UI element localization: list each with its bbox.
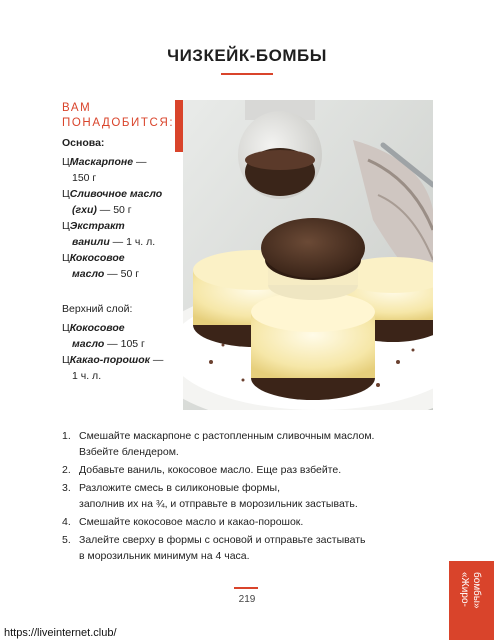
ingredient-item: [62, 186, 180, 218]
step-text: Смешайте маскарпоне с растопленным сливочным маслом.: [79, 430, 375, 442]
cheesecake-photo: [183, 100, 433, 410]
source-url: https://liveinternet.club/: [4, 627, 117, 639]
top-layer-heading: Верхний слой:: [62, 303, 133, 315]
chapter-tab-label-line1: «Жиро-: [459, 572, 470, 607]
steps-list: [62, 428, 392, 566]
ingredient-name: Кокосовое: [69, 252, 125, 264]
ingredients-heading: [62, 101, 182, 131]
ingredient-amount: —: [133, 156, 147, 168]
step-number: 5.: [62, 534, 71, 546]
ingredient-amount-cont: 150 г: [72, 172, 97, 184]
ingredient-item: [62, 154, 180, 186]
bullet-marker: Ц: [62, 220, 70, 232]
base-heading: Основа:: [62, 137, 105, 149]
bullet-marker: Ц: [62, 188, 70, 200]
step-item: [62, 532, 392, 564]
ingredient-name: Какао-порошок: [69, 354, 151, 366]
bullet-marker: Ц: [62, 354, 70, 366]
step-item: [62, 514, 392, 530]
step-item: [62, 462, 392, 478]
bullet-marker: Ц: [62, 156, 70, 168]
ingredients-heading-line2: ПОНАДОБИТСЯ:: [62, 117, 175, 129]
step-text: Залейте сверху в формы с основой и отправьте застывать: [79, 534, 366, 546]
ingredient-amount-cont: 1 ч. л.: [72, 370, 102, 382]
title-underline: [221, 73, 273, 75]
ingredient-name: Сливочное масло: [69, 188, 163, 200]
step-number: 1.: [62, 430, 71, 442]
ingredient-amount: — 1 ч. л.: [109, 236, 156, 248]
step-text: Разложите смесь в силиконовые формы,: [79, 482, 280, 494]
ingredients-heading-line1: ВАМ: [62, 102, 92, 114]
step-text: Смешайте кокосовое масло и какао-порошок.: [79, 516, 304, 528]
bullet-marker: Ц: [62, 252, 70, 264]
page-number-rule: [234, 587, 258, 589]
step-item: [62, 428, 392, 460]
photo-accent-tab: [175, 100, 183, 152]
step-number: 2.: [62, 464, 71, 476]
chapter-tab-label-line2: бомбы»: [471, 572, 482, 609]
step-text: Добавьте ваниль, кокосовое масло. Еще раз взбейте.: [79, 464, 342, 476]
ingredient-name-cont: ванили: [72, 236, 110, 248]
ingredient-amount: — 105 г: [104, 338, 145, 350]
ingredient-name-cont: (гхи): [72, 204, 97, 216]
bullet-marker: Ц: [62, 322, 70, 334]
ingredient-amount: — 50 г: [96, 204, 132, 216]
ingredient-name: Экстракт: [69, 220, 125, 232]
ingredient-item: [62, 320, 180, 352]
step-text-cont: в морозильник минимум на 4 часа.: [79, 550, 250, 562]
ingredient-item: [62, 250, 180, 282]
ingredient-name: Кокосовое: [69, 322, 125, 334]
ingredient-amount: — 50 г: [104, 268, 140, 280]
step-text-cont: заполнив их на ¾, и отправьте в морозильник застывать.: [79, 498, 358, 510]
ingredient-amount: —: [150, 354, 164, 366]
ingredient-name-cont: масло: [72, 338, 105, 350]
page-number: 219: [238, 594, 256, 605]
step-number: 4.: [62, 516, 71, 528]
step-number: 3.: [62, 482, 71, 494]
step-item: [62, 480, 392, 512]
ingredient-item: [62, 218, 180, 250]
page-title: ЧИЗКЕЙК-БОМБЫ: [167, 46, 327, 65]
ingredient-item: [62, 352, 180, 384]
ingredient-name-cont: масло: [72, 268, 105, 280]
step-text-cont: Взбейте блендером.: [79, 446, 179, 458]
ingredient-name: Маскарпоне: [69, 156, 134, 168]
